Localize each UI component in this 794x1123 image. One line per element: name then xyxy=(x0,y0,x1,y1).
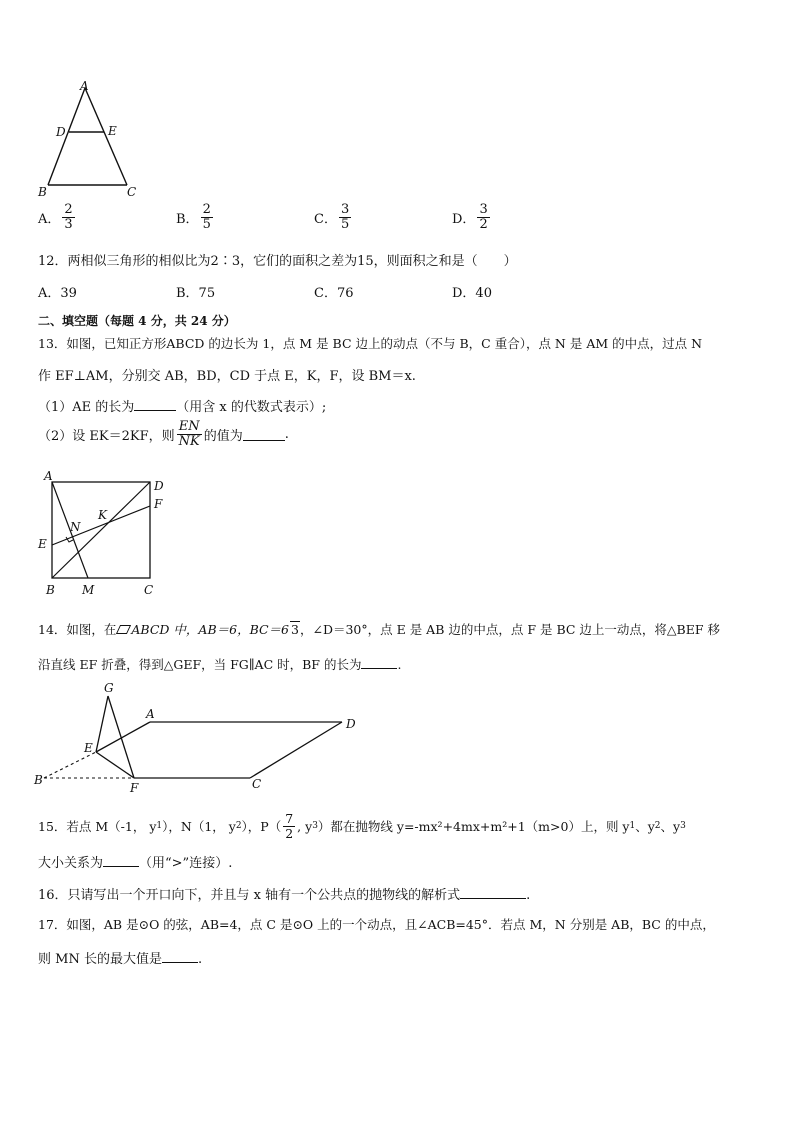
q17-line1: 17．如图，AB 是⊙O 的弦，AB=4，点 C 是⊙O 上的一个动点，且∠ACB=45°．若点 M，N 分别是 AB，BC 的中点， xyxy=(38,917,715,932)
q14-label-b: B xyxy=(34,773,43,787)
q14-label-a: A xyxy=(146,707,155,721)
q13-label-c: C xyxy=(144,583,154,597)
q12-option-c: C．76 xyxy=(314,286,354,301)
q13-label-m: M xyxy=(82,583,95,597)
q13-blank2[interactable] xyxy=(243,428,285,441)
q11-option-b: B． $\frac{2}{5}$ xyxy=(176,202,211,233)
q14-label-g: G xyxy=(104,681,114,695)
sqrt-radicand: 3 xyxy=(291,622,299,637)
q13-label-n: N xyxy=(70,520,81,534)
q15-line2: 大小关系为 （用“>”连接）. xyxy=(38,856,233,871)
q15-blank[interactable] xyxy=(103,854,139,867)
q13-figure xyxy=(30,466,170,598)
q11-option-d: D． $\frac{3}{2}$ xyxy=(452,202,488,233)
q14-label-e: E xyxy=(84,741,93,755)
q17-line2: 则 MN 长的最大值是 . xyxy=(38,952,203,967)
section-title: 二、填空题（每题 4 分，共 24 分） xyxy=(38,314,236,328)
q14-label-f: F xyxy=(130,781,139,795)
q13-label-k: K xyxy=(98,508,107,522)
q13-line2: 作 EF⊥AM，分别交 AB，BD，CD 于点 E，K，F，设 BM＝x. xyxy=(38,369,416,384)
q17-blank[interactable] xyxy=(162,950,198,963)
q14-blank[interactable] xyxy=(361,656,397,669)
parallelogram-icon xyxy=(116,625,131,634)
q11-figure xyxy=(30,78,150,200)
q13-blank1[interactable] xyxy=(134,398,176,411)
q11-label-a: A xyxy=(80,79,89,93)
q11-options xyxy=(38,203,538,243)
q13-label-a: A xyxy=(44,469,53,483)
q14-line1: 14．如图，在 ABCD 中，AB＝6，BC＝6 3 ，∠D＝30°，点 E 是 AB 边的中点，点 F 是 BC 边上一动点，将△BEF 移 xyxy=(38,622,720,637)
q13-label-e: E xyxy=(38,537,47,551)
q11-option-a: A． $\frac{2}{3}$ xyxy=(38,202,73,233)
q11-label-b: B xyxy=(38,185,47,199)
q12-option-b: B．75 xyxy=(176,286,216,301)
q11-label-c: C xyxy=(127,185,137,199)
q14-label-d: D xyxy=(346,717,356,731)
q15-line1: 15．若点 M（-1， y 1 ），N（1， y 2 ），P（ $\frac{7}{2}$ , y 3 ）都在抛物线 y=-mx²+4mx+m²+1（m>0）上，则 y 1 、y 2 、y 3 xyxy=(38,811,686,841)
q13-part1: （1）AE 的长为 （用含 x 的代数式表示）; xyxy=(38,400,327,415)
q16-blank[interactable] xyxy=(460,886,526,899)
q13-label-b: B xyxy=(46,583,55,597)
q16-line: 16．只请写出一个开口向下，并且与 x 轴有一个公共点的抛物线的解析式 . xyxy=(38,888,531,903)
q12-text: 12．两相似三角形的相似比为2∶3，它们的面积之差为15，则面积之和是（ ） xyxy=(38,254,517,269)
q14-line2: 沿直线 EF 折叠，得到△GEF，当 FG∥AC 时，BF 的长为 . xyxy=(38,657,402,672)
q13-label-f: F xyxy=(154,497,163,511)
q13-label-d: D xyxy=(154,479,164,493)
q11-option-c: C． $\frac{3}{5}$ xyxy=(314,202,350,233)
q13-part2: （2）设 EK＝2KF，则 $\frac{EN}{NK}$ 的值为 . xyxy=(38,419,289,450)
q14-figure xyxy=(30,680,370,795)
q12-option-a: A．39 xyxy=(38,286,77,301)
q11-label-e: E xyxy=(108,124,117,138)
q13-line1: 13．如图，已知正方形ABCD 的边长为 1，点 M 是 BC 边上的动点（不与 B，C 重合），点 N 是 AM 的中点，过点 N xyxy=(38,336,703,351)
q12-option-d: D．40 xyxy=(452,286,492,301)
q14-label-c: C xyxy=(252,777,262,791)
q11-label-d: D xyxy=(56,125,66,139)
